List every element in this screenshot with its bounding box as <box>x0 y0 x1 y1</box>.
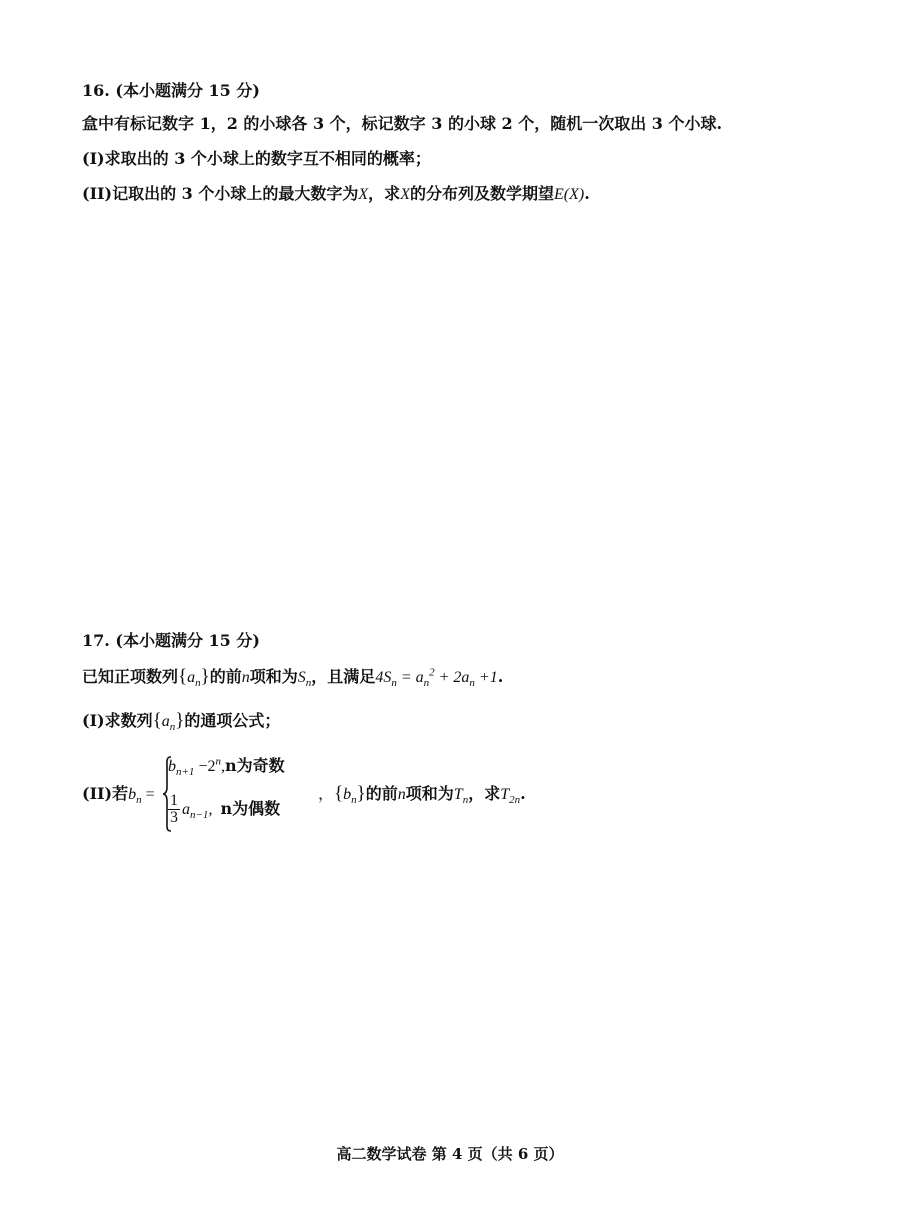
q17-case-even: $\frac{1}{3}$ $a_{n-1}$, n为偶数 <box>170 792 281 826</box>
q17-case-even-text: n为偶数 <box>220 799 281 818</box>
q17-part1 <box>82 710 280 733</box>
q16-var-x-2: X <box>400 186 410 203</box>
q17-stem-prefix: 已知正项数列 <box>82 667 179 686</box>
q17-part1-prefix: (I)求数列 <box>82 711 153 730</box>
q16-expectation: E(X) <box>553 186 585 203</box>
q17-stem-mid1: 的前 <box>209 667 242 686</box>
q17-equation: $4S_n = a_n^2 + 2a_n +1$ <box>375 666 498 690</box>
q17-part2-tail: ，$\{b_n\}$的前n项和为$T_n$，求$T_{2n}$. <box>318 783 526 807</box>
page-footer: 高二数学试卷 第 4 页（共 6 页） <box>336 1145 564 1163</box>
q17-stem-mid3: ，且满足 <box>311 667 376 686</box>
q16-part2-mid: ，求 <box>368 184 401 203</box>
q17-sn: $S_n$ <box>297 669 312 690</box>
q17-part2-label: (II)若$b_n$ = <box>82 784 155 807</box>
q17-seq-an: $\{a_n\}$ <box>178 666 210 690</box>
q17-heading: 17. (本小题满分 15 分) <box>82 631 260 650</box>
q17-stem-mid2: 项和为 <box>249 667 298 686</box>
q17-case-odd-text: n为奇数 <box>224 756 285 775</box>
q17-stem <box>82 666 503 689</box>
fraction-one-third: $\frac{1}{3}$ <box>170 792 178 826</box>
q17-part1-suffix: 的通项公式； <box>184 711 281 730</box>
q17-stem-end: . <box>497 667 504 686</box>
q16-part2-suffix: 的分布列及数学期望 <box>409 184 554 203</box>
q16-heading: 16. (本小题满分 15 分) <box>82 81 260 100</box>
q16-part2 <box>82 183 590 206</box>
q17-case-odd: $b_{n+1} -2^n,n$为奇数 <box>168 755 285 779</box>
q16-stem: 盒中有标记数字 1，2 的小球各 3 个，标记数字 3 的小球 2 个，随机一次取出 3 个小球. <box>82 114 723 133</box>
q16-part1: (I)求取出的 3 个小球上的数字互不相同的概率； <box>82 149 431 168</box>
q16-var-x: X <box>358 186 369 203</box>
q16-part2-prefix: (II)记取出的 3 个小球上的最大数字为 <box>82 184 359 203</box>
q17-var-n: n <box>241 669 250 686</box>
q16-period: . <box>584 184 590 203</box>
q17-seq-an-2: $\{a_n\}$ <box>152 710 185 734</box>
